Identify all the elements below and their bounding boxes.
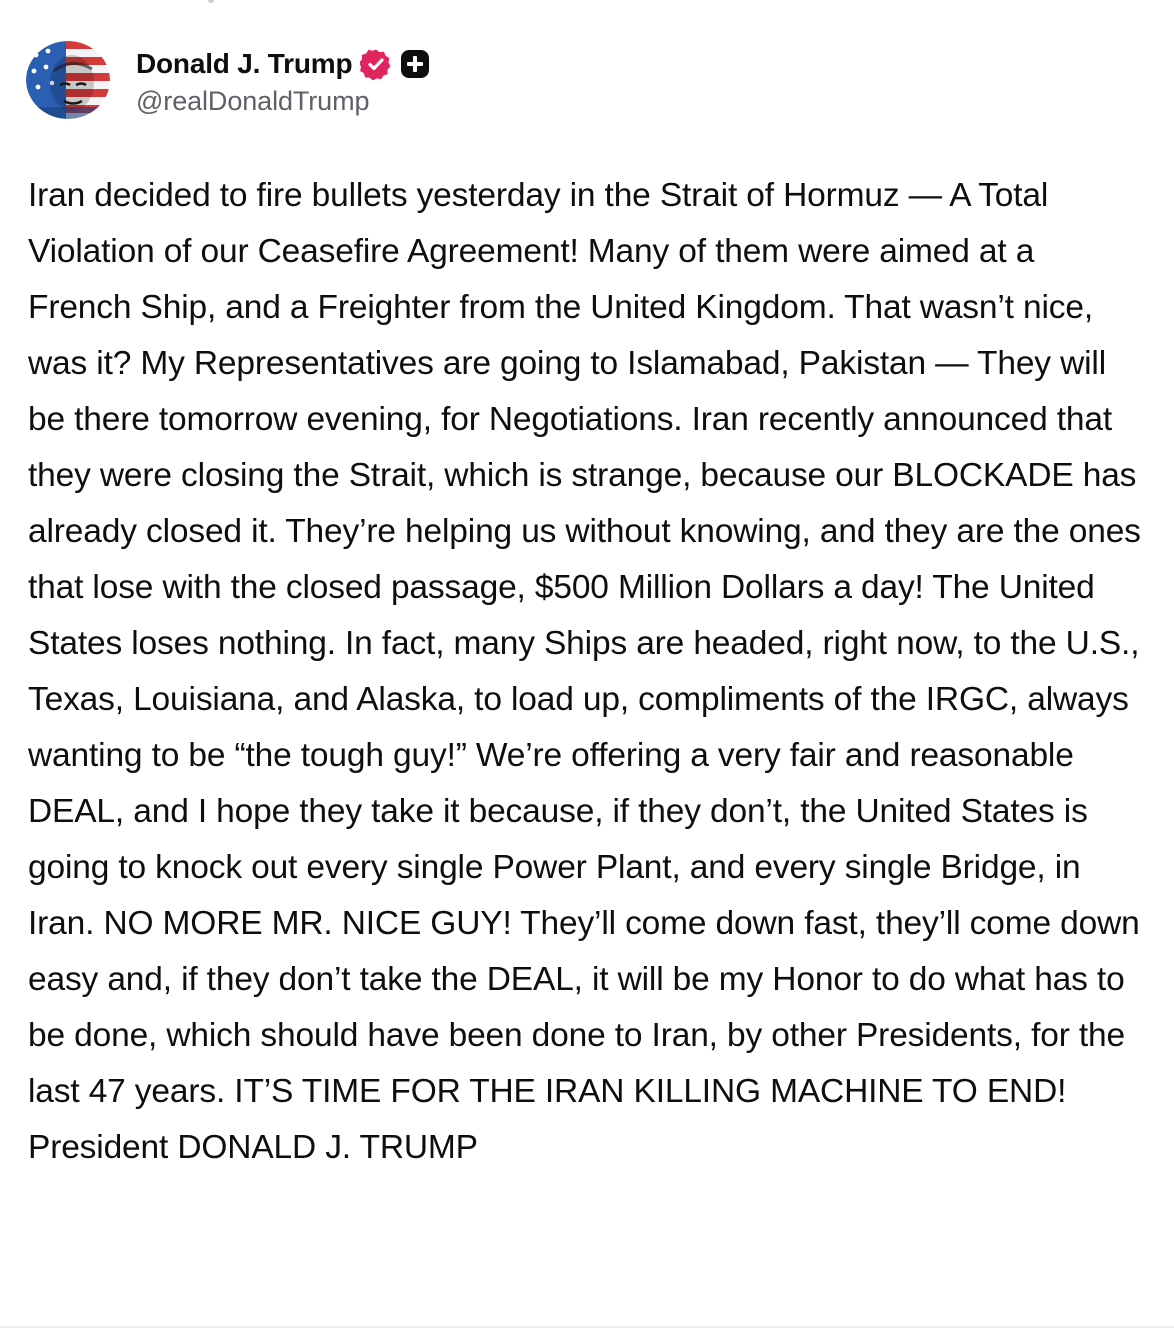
post-header — [26, 40, 430, 120]
post-text: Iran decided to fire bullets yesterday in the Strait of Hormuz — A Total Violation of our Ceasefire Agreement! Many of them were aimed at a French Ship, and a Freighter from the United Kingdom. That wasn’t nice, was it? My Representatives are going to Islamabad, Pakistan — They will be there tomorrow evening, for Negotiations. Iran recently announced that they were closing the Strait, which is strange, because our BLOCKADE has already closed it. They’re helping us without knowing, and they are the ones that lose with the closed passage, $500 Million Dollars a day! The United States loses nothing. In fact, many Ships are headed, right now, to the U.S., Texas, Louisiana, and Alaska, to load up, compliments of the IRGC, always wanting to be “the tough guy!” We’re offering a very fair and reasonable DEAL, and I hope they take it because, if they don’t, the United States is going to knock out every single Power Plant, and every single Bridge, in Iran. NO MORE MR. NICE GUY! They’ll come down fast, they’ll come down easy and, if they don’t take the DEAL, it will be my Honor to do what has to be done, which should have been done to Iran, by other Presidents, for the last 47 years. IT’S TIME FOR THE IRAN KILLING MACHINE TO END! President DONALD J. TRUMP — [28, 177, 1141, 1166]
previous-post-fragment — [208, 0, 214, 3]
author-handle[interactable]: @realDonaldTrump — [136, 85, 370, 116]
avatar-image — [26, 41, 110, 119]
author-identity — [136, 44, 430, 117]
post-divider — [0, 1326, 1174, 1328]
previous-post-edge — [0, 0, 1174, 6]
author-display-name[interactable]: Donald J. Trump — [136, 47, 353, 79]
verified-icon — [360, 48, 392, 80]
author-name-row — [136, 44, 430, 84]
avatar[interactable] — [26, 41, 110, 119]
plus-icon — [400, 49, 430, 79]
